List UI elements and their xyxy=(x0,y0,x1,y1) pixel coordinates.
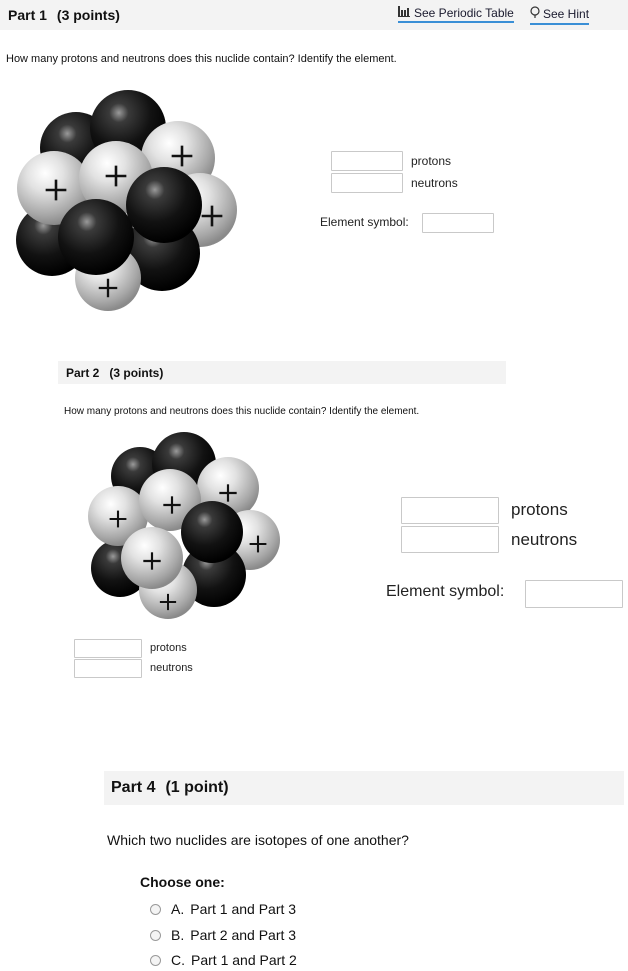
option-a-letter: A. xyxy=(171,901,185,917)
option-c-text: Part 1 and Part 2 xyxy=(191,952,297,968)
part1-element-input[interactable] xyxy=(422,213,494,233)
part4-title: Part 4 xyxy=(111,779,156,796)
part1-neutron-9 xyxy=(126,167,202,243)
part2-points: (3 points) xyxy=(109,365,164,380)
part1-neutron-10 xyxy=(58,199,134,275)
part3-neutrons-label: neutrons xyxy=(150,662,193,674)
part2-question: How many protons and neutrons does this nuclide contain? Identify the element. xyxy=(64,406,420,417)
part1-protons-input[interactable] xyxy=(331,151,403,171)
part2-protons-input[interactable] xyxy=(401,497,499,524)
see-periodic-table-label: See Periodic Table xyxy=(414,6,514,20)
part4-question: Which two nuclides are isotopes of one another? xyxy=(107,832,409,848)
part1-element-label: Element symbol: xyxy=(320,215,409,229)
option-a-text: Part 1 and Part 3 xyxy=(190,901,297,917)
option-a-radio[interactable] xyxy=(150,904,161,915)
part2-neutrons-input[interactable] xyxy=(401,526,499,553)
part1-title: Part 1 xyxy=(8,7,47,23)
part2-element-input[interactable] xyxy=(525,580,623,608)
part2-element-label: Element symbol: xyxy=(386,583,505,600)
part2-neutron-9 xyxy=(181,501,243,563)
part2-header xyxy=(58,361,506,384)
part1-question: How many protons and neutrons does this nuclide contain? Identify the element. xyxy=(6,53,397,65)
option-b[interactable] xyxy=(150,927,296,943)
option-a[interactable] xyxy=(150,901,296,917)
part2-neutrons-label: neutrons xyxy=(511,530,578,549)
option-c[interactable] xyxy=(150,952,297,968)
part4-points: (1 point) xyxy=(165,779,229,796)
option-b-text: Part 2 and Part 3 xyxy=(190,927,297,943)
part3-protons-input[interactable] xyxy=(74,639,142,658)
part2-title: Part 2 xyxy=(66,365,100,380)
part4-header xyxy=(104,771,624,805)
part2-proton-10 xyxy=(121,527,183,589)
option-b-letter: B. xyxy=(171,927,185,943)
part2-protons-label: protons xyxy=(511,500,568,519)
part1-neutrons-input[interactable] xyxy=(331,173,403,193)
part3-neutrons-input[interactable] xyxy=(74,659,142,678)
option-c-letter: C. xyxy=(171,952,185,968)
part1-protons-label: protons xyxy=(411,154,452,168)
part1-points: (3 points) xyxy=(56,7,120,23)
choose-one-label: Choose one: xyxy=(140,874,225,890)
option-c-radio[interactable] xyxy=(150,955,161,966)
see-hint-label: See Hint xyxy=(543,7,590,21)
part3-protons-label: protons xyxy=(150,642,187,654)
part1-neutrons-label: neutrons xyxy=(411,176,458,190)
option-b-radio[interactable] xyxy=(150,930,161,941)
